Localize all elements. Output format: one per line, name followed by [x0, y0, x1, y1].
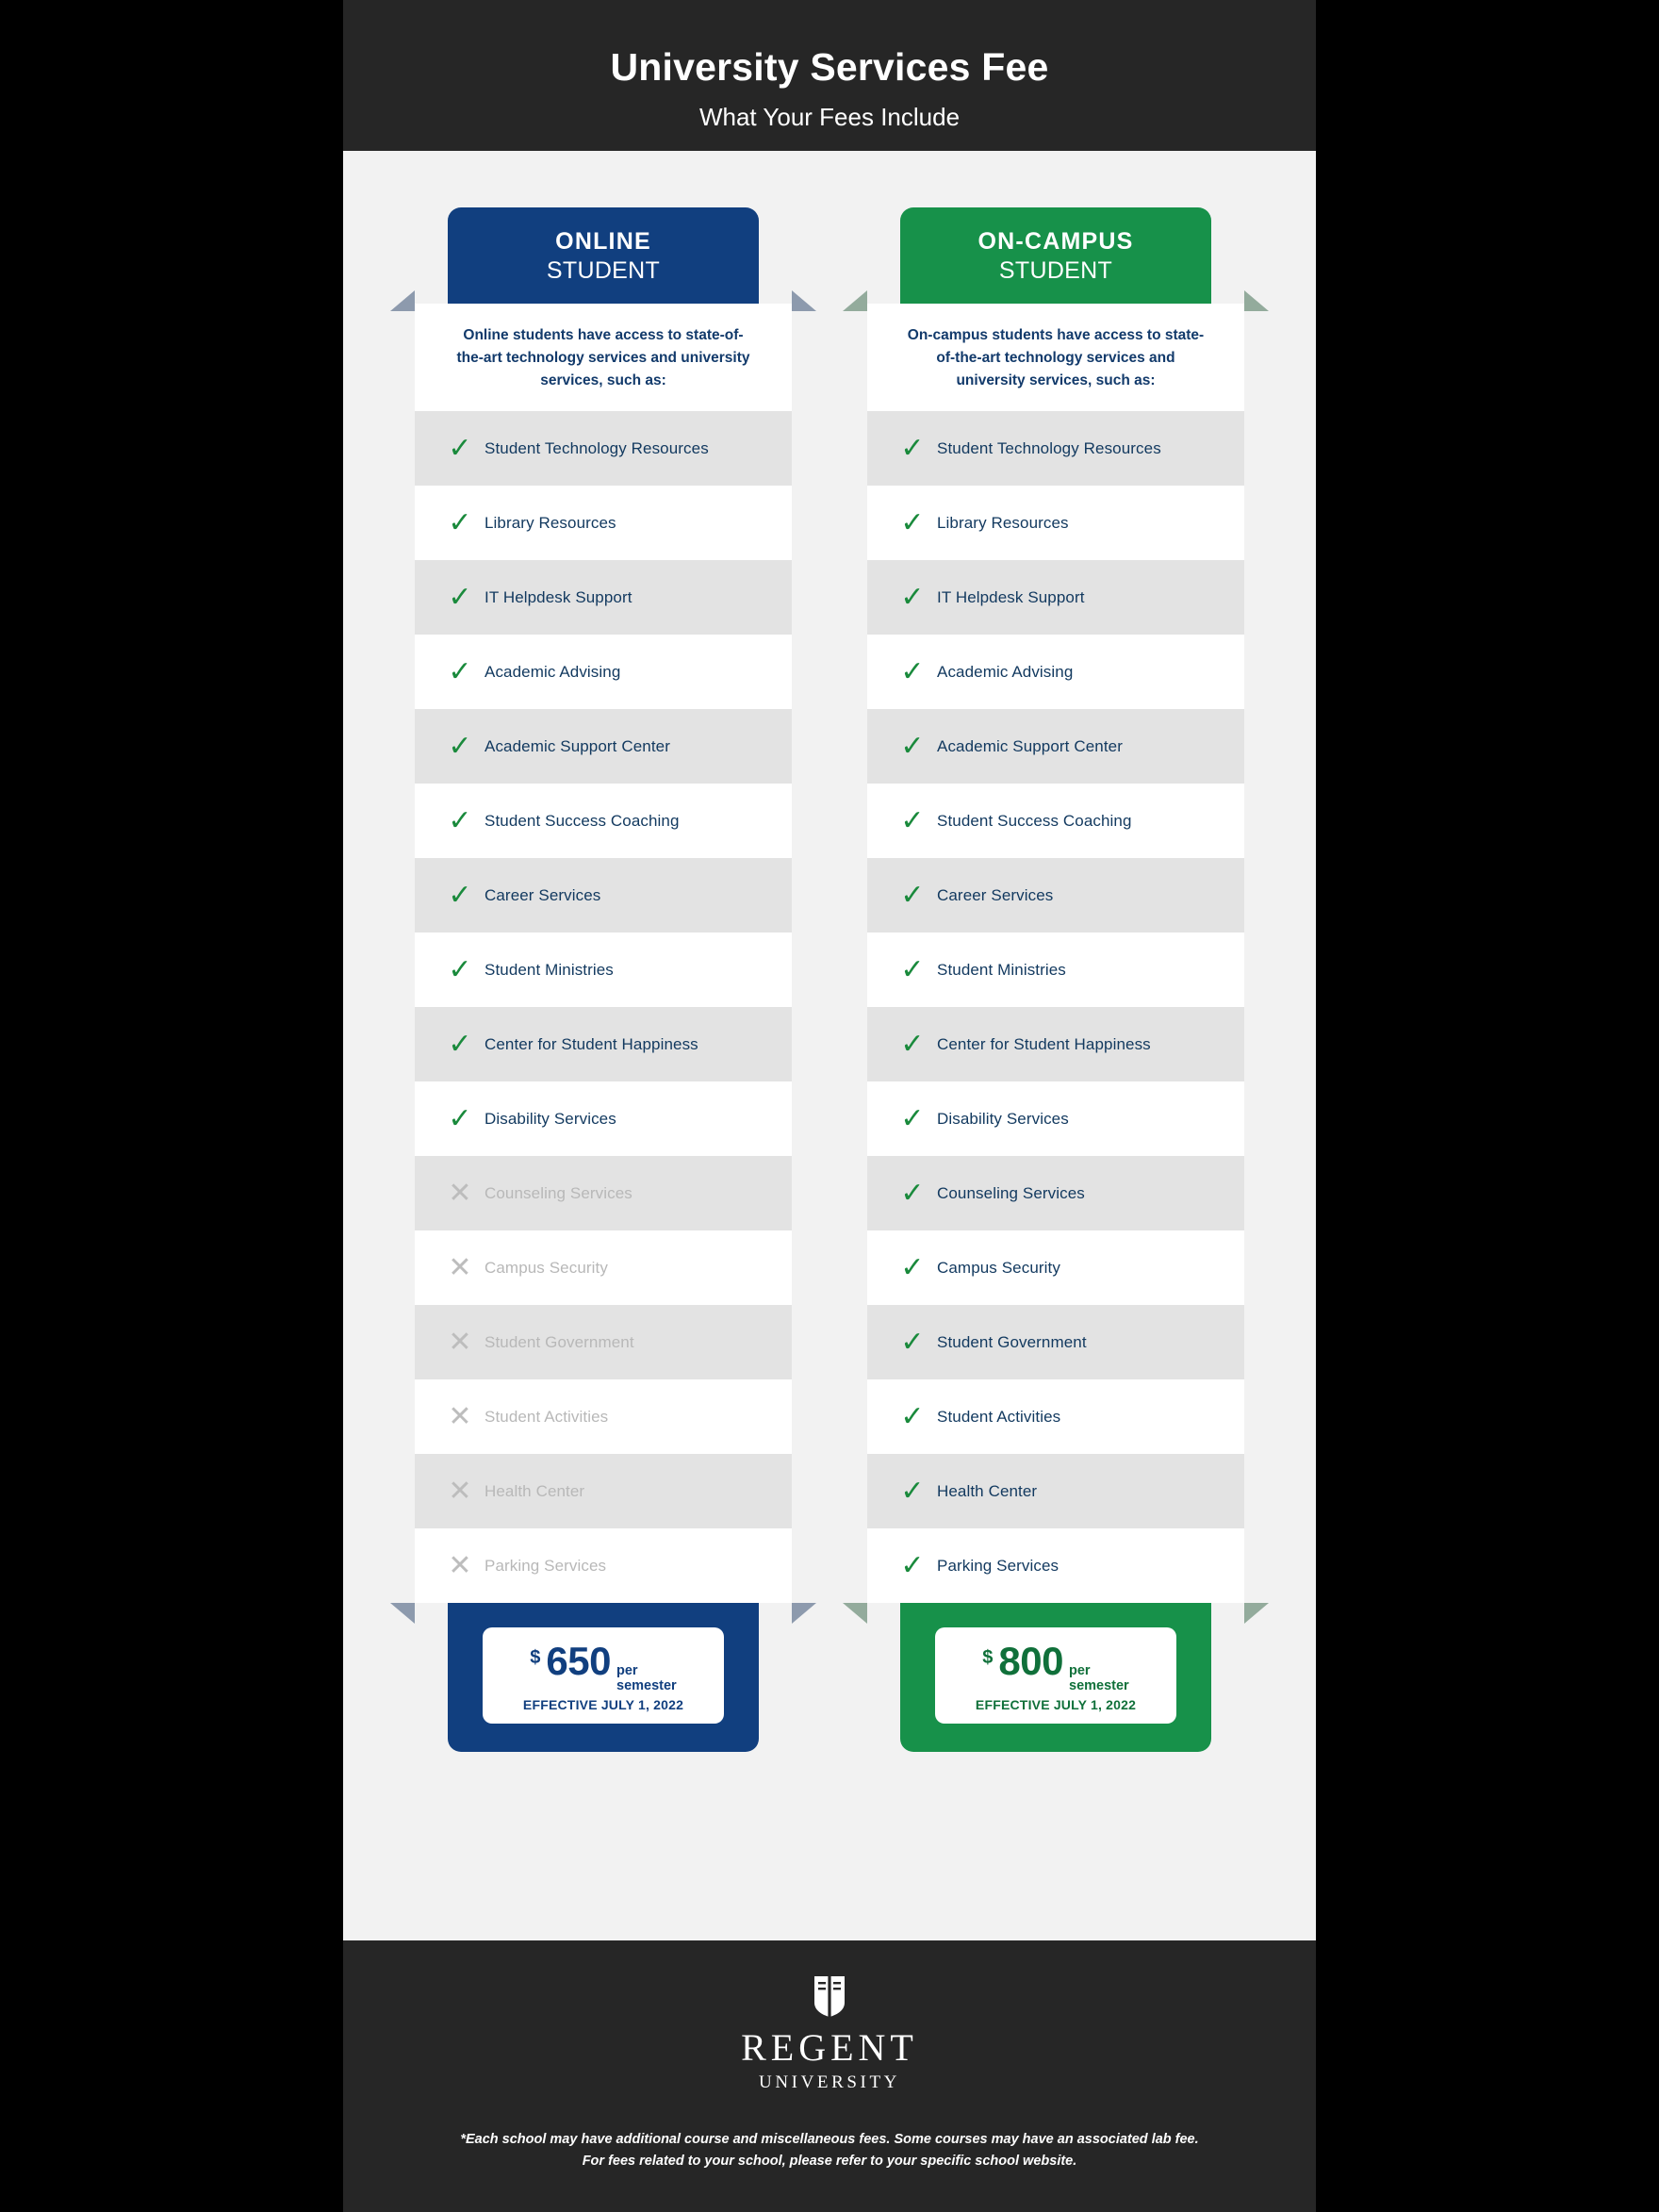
header — [343, 0, 1316, 151]
service-label: Academic Advising — [937, 662, 1074, 681]
service-row — [867, 635, 1244, 709]
banner-title-primary: ONLINE — [555, 228, 651, 255]
cross-icon: ✕ — [448, 1251, 472, 1283]
price-fold-left — [843, 1603, 867, 1624]
service-label: Parking Services — [937, 1556, 1059, 1575]
banner-title-primary: ON-CAMPUS — [977, 228, 1134, 255]
service-label: Campus Security — [485, 1258, 608, 1277]
check-icon: ✓ — [900, 581, 925, 613]
service-label: Disability Services — [937, 1109, 1069, 1128]
service-row — [415, 1454, 792, 1528]
service-label: Health Center — [485, 1481, 585, 1500]
price-amount-row — [935, 1639, 1176, 1693]
price-band — [448, 1603, 759, 1752]
service-row — [415, 1081, 792, 1156]
column-card — [867, 304, 1244, 1603]
service-row — [867, 411, 1244, 486]
cross-icon: ✕ — [448, 1549, 472, 1581]
column-card — [415, 304, 792, 1603]
service-label: Student Technology Resources — [937, 438, 1161, 457]
logo-subtext: UNIVERSITY — [759, 2072, 900, 2092]
check-icon: ✓ — [900, 1326, 925, 1358]
cross-icon: ✕ — [448, 1475, 472, 1507]
comparison-column — [867, 207, 1244, 1752]
check-icon: ✓ — [900, 1177, 925, 1209]
service-row — [415, 858, 792, 933]
service-label: IT Helpdesk Support — [485, 587, 632, 606]
banner-label — [448, 207, 759, 304]
check-icon: ✓ — [900, 804, 925, 836]
check-icon: ✓ — [448, 432, 472, 464]
service-row — [415, 784, 792, 858]
price-period — [1069, 1664, 1129, 1693]
service-row — [415, 1379, 792, 1454]
check-icon: ✓ — [900, 953, 925, 985]
comparison-body — [343, 151, 1316, 1940]
service-list — [867, 411, 1244, 1603]
banner-title-secondary: STUDENT — [998, 257, 1113, 284]
banner-fold-right — [792, 290, 816, 311]
service-row — [867, 1379, 1244, 1454]
check-icon: ✓ — [448, 1102, 472, 1134]
price-fold-left — [390, 1603, 415, 1624]
currency-symbol: $ — [530, 1647, 541, 1669]
check-icon: ✓ — [900, 730, 925, 762]
service-label: Library Resources — [937, 513, 1069, 532]
service-row — [415, 1156, 792, 1230]
service-row — [867, 709, 1244, 784]
price-period-line-1: per — [1069, 1663, 1091, 1679]
comparison-column — [415, 207, 792, 1752]
service-label: Student Government — [485, 1332, 634, 1351]
service-row — [415, 709, 792, 784]
service-label: Career Services — [937, 885, 1054, 904]
service-row — [867, 1081, 1244, 1156]
service-label: IT Helpdesk Support — [937, 587, 1085, 606]
price-amount: 650 — [546, 1639, 611, 1684]
check-icon: ✓ — [900, 1102, 925, 1134]
check-icon: ✓ — [900, 1400, 925, 1432]
column-banner — [867, 207, 1244, 304]
service-label: Academic Advising — [485, 662, 621, 681]
service-label: Student Technology Resources — [485, 438, 709, 457]
service-label: Student Activities — [937, 1407, 1061, 1426]
column-intro-text: On-campus students have access to state-of-the-art technology services and university services, such as: — [907, 327, 1205, 389]
check-icon: ✓ — [448, 655, 472, 687]
service-label: Student Success Coaching — [937, 811, 1132, 830]
service-row — [867, 486, 1244, 560]
banner-title-secondary: STUDENT — [546, 257, 661, 284]
service-label: Center for Student Happiness — [485, 1034, 698, 1053]
service-row — [415, 1305, 792, 1379]
service-row — [415, 1230, 792, 1305]
price-period — [616, 1664, 677, 1693]
check-icon: ✓ — [448, 581, 472, 613]
price-period-line-1: per — [616, 1663, 638, 1679]
service-label: Student Government — [937, 1332, 1087, 1351]
price-period-line-2: semester — [1069, 1677, 1129, 1693]
service-row — [415, 635, 792, 709]
regent-shield-icon — [812, 1974, 847, 2018]
service-label: Library Resources — [485, 513, 616, 532]
check-icon: ✓ — [900, 432, 925, 464]
service-row — [415, 933, 792, 1007]
banner-fold-right — [1244, 290, 1269, 311]
price-amount: 800 — [998, 1639, 1063, 1684]
service-label: Academic Support Center — [485, 736, 670, 755]
service-list — [415, 411, 792, 1603]
service-label: Career Services — [485, 885, 601, 904]
service-label: Parking Services — [485, 1556, 607, 1575]
banner-fold-left — [843, 290, 867, 311]
price-period-line-2: semester — [616, 1677, 677, 1693]
banner-fold-left — [390, 290, 415, 311]
service-label: Health Center — [937, 1481, 1038, 1500]
service-row — [867, 1156, 1244, 1230]
service-label: Student Ministries — [485, 960, 614, 979]
service-label: Student Ministries — [937, 960, 1066, 979]
check-icon: ✓ — [900, 1251, 925, 1283]
check-icon: ✓ — [900, 1028, 925, 1060]
service-label: Campus Security — [937, 1258, 1060, 1277]
page-title: University Services Fee — [610, 45, 1049, 89]
service-label: Counseling Services — [937, 1183, 1085, 1202]
service-row — [867, 560, 1244, 635]
check-icon: ✓ — [448, 879, 472, 911]
price-banner — [867, 1603, 1244, 1752]
price-band — [900, 1603, 1211, 1752]
cross-icon: ✕ — [448, 1326, 472, 1358]
disclaimer-line-1: *Each school may have additional course and miscellaneous fees. Some courses may have an associated lab fee. — [460, 2132, 1199, 2147]
comparison-columns — [343, 151, 1316, 1752]
price-effective-date: EFFECTIVE JULY 1, 2022 — [522, 1697, 684, 1713]
disclaimer-line-2: For fees related to your school, please refer to your specific school website. — [582, 2154, 1077, 2170]
cross-icon: ✕ — [448, 1400, 472, 1432]
service-row — [867, 858, 1244, 933]
service-row — [867, 1454, 1244, 1528]
service-row — [867, 784, 1244, 858]
disclaimer — [343, 2129, 1316, 2172]
service-row — [867, 1007, 1244, 1081]
check-icon: ✓ — [900, 655, 925, 687]
content-sheet — [343, 0, 1316, 2212]
service-row — [415, 1007, 792, 1081]
logo-wordmark: REGENT — [741, 2026, 918, 2069]
service-row — [867, 1230, 1244, 1305]
service-row — [415, 560, 792, 635]
service-label: Center for Student Happiness — [937, 1034, 1151, 1053]
check-icon: ✓ — [900, 1475, 925, 1507]
check-icon: ✓ — [448, 730, 472, 762]
price-amount-row — [483, 1639, 724, 1693]
column-banner — [415, 207, 792, 304]
service-row — [867, 933, 1244, 1007]
price-banner — [415, 1603, 792, 1752]
service-row — [415, 1528, 792, 1603]
price-pill — [483, 1627, 724, 1724]
check-icon: ✓ — [900, 506, 925, 538]
service-label: Counseling Services — [485, 1183, 632, 1202]
page-subtitle: What Your Fees Include — [698, 103, 961, 131]
service-label: Student Success Coaching — [485, 811, 680, 830]
check-icon: ✓ — [900, 879, 925, 911]
currency-symbol: $ — [982, 1647, 994, 1669]
service-row — [867, 1528, 1244, 1603]
check-icon: ✓ — [448, 804, 472, 836]
check-icon: ✓ — [448, 953, 472, 985]
price-pill — [935, 1627, 1176, 1724]
price-fold-right — [792, 1603, 816, 1624]
check-icon: ✓ — [900, 1549, 925, 1581]
service-label: Academic Support Center — [937, 736, 1123, 755]
price-fold-right — [1244, 1603, 1269, 1624]
service-row — [415, 411, 792, 486]
service-row — [867, 1305, 1244, 1379]
footer — [343, 1940, 1316, 2212]
service-label: Student Activities — [485, 1407, 609, 1426]
column-intro-text: Online students have access to state-of-the-art technology services and university services, such as: — [456, 327, 750, 389]
service-label: Disability Services — [485, 1109, 616, 1128]
cross-icon: ✕ — [448, 1177, 472, 1209]
check-icon: ✓ — [448, 506, 472, 538]
price-effective-date: EFFECTIVE JULY 1, 2022 — [975, 1697, 1137, 1713]
banner-label — [900, 207, 1211, 304]
check-icon: ✓ — [448, 1028, 472, 1060]
service-row — [415, 486, 792, 560]
